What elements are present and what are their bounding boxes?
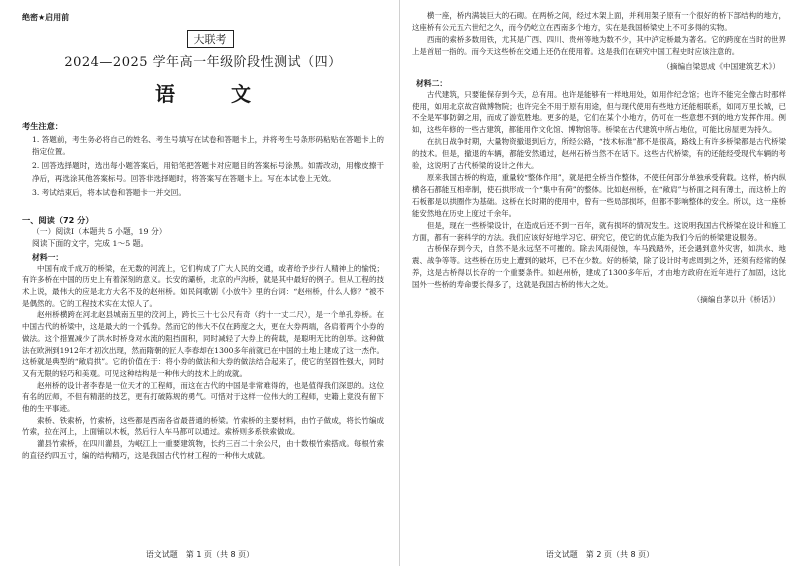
footer-page-1: 语文试题 第 1 页（共 8 页）: [145, 550, 255, 559]
notice-item-2: 2. 回答选择题时，选出每小题答案后，用铅笔把答题卡对应题目的答案标号涂黑。如需改动，用橡皮擦干净后，再选涂其他答案标号。回答非选择题时，将答案写在答题卡上。写在本试卷上无效。: [32, 161, 384, 183]
reading-instruction: 阅读下面的文字，完成 1～5 题。: [32, 238, 149, 248]
brand-label: 大联考: [187, 30, 234, 48]
left-paragraph: 赵州桥的设计者李春是一位天才的工程师，而这在古代的中国是非常难得的，也是值得我们深思的。这位有名的匠师，不但有精湛的技艺，更有打破陈规的勇气。可惜对于这样一位伟大的工程师，史籍上竟没有留下他的生平事迹。: [22, 380, 384, 414]
right-paragraph: 古代建筑，只要能保存到今天，总有用。也许是能够有一样地用处，如用作纪念馆；也许不能完全像古时那样使用，如用北京故宫做博物院；也许完全不用于原有用途，但与现代使用有些地方还能相联系，如同万里长城，已不全是军事防御之用，而成了游览胜地。更多的是，它们在某个小地方，仍可在一些意想不到的地方发挥作用。例如，这些年修的一些古建筑，都能用作文化馆、博物馆等。桥梁在古代建筑中所占地位，可能比房屋更为持久。: [412, 89, 786, 135]
left-paragraph: 中国有成千成万的桥梁，在无数的河流上，它们构成了广大人民的交通，或者给予步行人精神上的愉悦；有许多桥在中国的历史上有着深刻的意义。长安的灞桥，北京的卢沟桥，就是其中最好的例子。但从工程的技术上说，最伟大的应是北方大名不及的赵州桥。如民间歌剧《小放牛》里的台词：“赵州桥，什么人修？”被不是偶然的。它的工程技术实在太惊人了。: [22, 263, 384, 308]
material2-label: 材料二：: [416, 78, 448, 88]
footer-page-2: 语文试题 第 2 页（共 8 页）: [545, 550, 655, 559]
exam-title: 2024—2025 学年高一年级阶段性测试（四）: [64, 55, 342, 70]
right-paragraph: 古桥保存到今天，自然不是永远坚不可摧的。除去风雨侵蚀，车马践踏外，还会遇到意外灾害，如洪水、地震、战争等等。这些桥在历史上遭到的破坏，已不在少数。好的桥梁，除了设计时考虑周到之外，还须有经常的保养，这是古桥得以长存的一个重要条件。如赵州桥，建成了1300多年后，才由地方政府在近年进行了加固，这比国外一些桥的寿命要长得多了，这就是我国古桥的伟大之处。: [412, 244, 786, 290]
confidential-mark: 绝密★启用前: [22, 13, 70, 22]
notice-title: 考生注意：: [22, 121, 63, 131]
right-paragraph: 在抗日战争时期，大量物资撤退到后方，所经公路，“技术标准”都不是很高，路线上有许多桥梁都是古代桥梁的技术。但是，撤退的车辆，都能安然通过，赵州石桥当然不在话下。这些古代桥梁，有的还能经受现代车辆的考验，这说明了古代桥梁的设计之伟大。: [412, 137, 786, 171]
attribution-1: （摘编自梁思成《中国建筑艺术》）: [662, 61, 780, 71]
left-paragraph: 索桥、铁索桥，竹索桥，这些都是西南各省最普通的桥梁。竹索桥的主要材料，由竹子做成，将长竹编成竹索，拉在河上，上面铺以木板，然后行人车马都可以通过。索桥则多系铁索做成。: [22, 415, 384, 437]
exam-header: [22, 24, 384, 107]
right-paragraph: 但是，现在一些桥梁设计，在造成后还不到一百年，就有损坏的情况发生。这说明我国古代桥梁在设计和施工方面，都有一套科学的方法。我们应该好好地学习它、研究它，使它的优点能为我们今后的桥梁建设服务。: [412, 220, 786, 242]
left-paragraph: 灌县竹索桥，在四川灌县，为岷江上一重要建筑物，长约三百二十余公尺，由十数根竹索搭成。每根竹索的直径约四五寸，编的结构精巧，这是我国古代竹材工程的一种伟大成就。: [22, 439, 384, 460]
right-paragraph: 横一座，桥内满装巨大的石砌。在两桥之间，经过木架上面，并利用架子原有一个很好的桥下部结构的地方，这座桥有公元五六世纪之久，而今仍屹立在西南多个地方，实在是我国桥梁史上不可多得的实物。: [412, 11, 786, 32]
right-paragraph: 原来我国古桥的构造，重量较“整体作用”，就是把全桥当作整体，不使任何部分单独承受荷载。这样，桥内纵横各石都能互相牵制，使石拱形成一个“集中有荷”的整体。比如赵州桥，在“敞肩”与桥面之间有薄土，而这桥上的石板都是以拱圈作为基础。这桥在长时期的使用中，曾有一些局部损坏，但都不影响整体的安全。所以，这一座桥能安然地在历史上度过千余年。: [412, 172, 786, 218]
notice-item-3: 3. 考试结束后，将本试卷和答题卡一并交回。: [32, 187, 186, 197]
notice-item-1: 1. 答题前，考生务必将自己的姓名、考生号填写在试卷和答题卡上，并将考生号条形码粘贴在答题卡上的指定位置。: [32, 135, 384, 157]
subsection-title: （一）阅读Ⅰ（本题共 5 小题，19 分）: [32, 227, 167, 237]
material1-label: 材料一：: [32, 252, 64, 262]
section-title: 一、阅读（72 分）: [22, 215, 94, 226]
right-paragraph: 西南的索桥多数用铁，尤其是广西、四川、贵州等地为数不少，其中泸定桥最为著名。它的跨度在当时的世界上是首屈一指的。而今天这些桥在交通上还仍在使用着。这是我们在研究中国工程史时应该注意的。: [412, 34, 786, 56]
subject-title: 语 文: [155, 82, 269, 106]
page-2: [400, 0, 800, 566]
left-paragraph: 赵州桥横跨在河北赵县城南五里的洨河上，跨长三十七公尺有奇（约十一丈二尺），是一个单孔券桥。在中国古代的桥梁中，这是最大的一个弧券。然而它的伟大不仅在跨度之大，更在大券两端，各肩着两个小券的做法。这个措置减少了洪水时桥身对水流的阻挡面积，同时减轻了大券上的荷载，是聪明无比的创举。这种做法在欧洲到1912年才初次出现，然而隋朝的匠人李春却在1300多年前就已在中国的土地上建成了这一杰作。这桥就是典型的“敞肩拱”。它的价值在于：将小券的做法和大券的做法结合起来了，使它的坚固性强大，同时又有无限的轻巧和美观。可见这种结构是一种伟大的技术上的成就。: [22, 310, 384, 378]
attribution-2: （摘编自茅以升《桥话》）: [692, 295, 780, 305]
